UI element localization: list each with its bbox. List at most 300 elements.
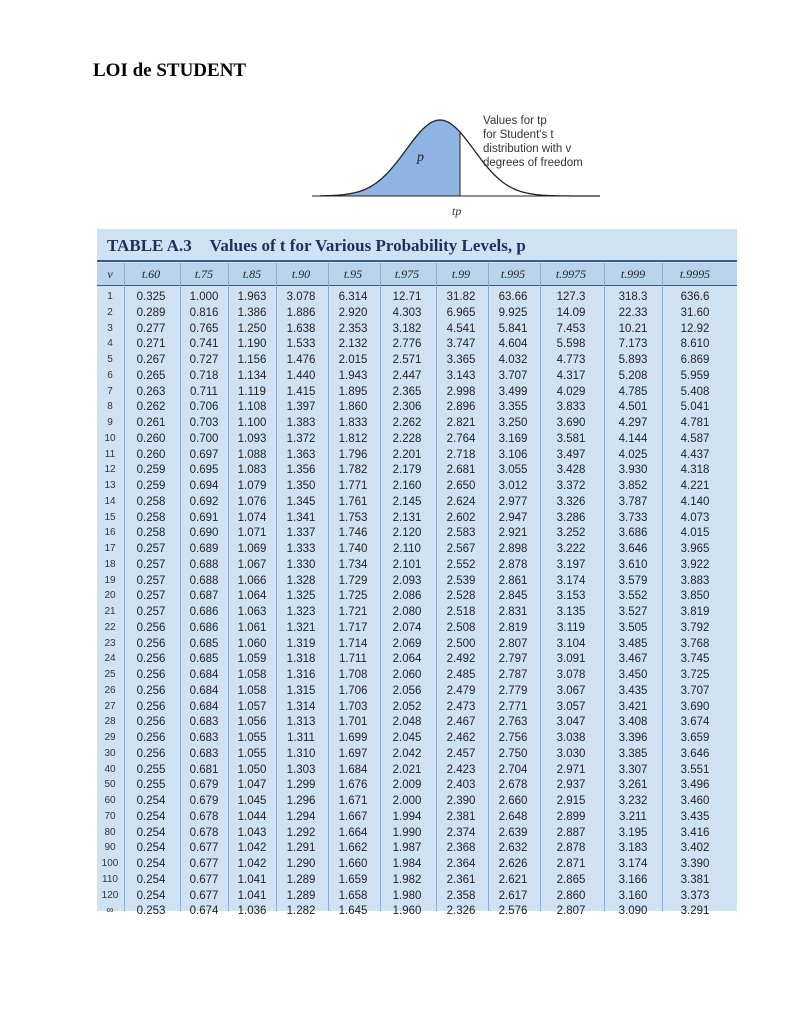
table-cell: 3.527	[618, 606, 648, 618]
table-cell: 0.683	[189, 747, 219, 760]
table-cell: 0.260	[136, 448, 166, 461]
table-cell: 1.071	[237, 527, 267, 540]
table-cell: 2.160	[392, 480, 422, 492]
degrees-of-freedom-cell: 7	[107, 385, 113, 397]
degrees-of-freedom-cell: 90	[104, 842, 116, 854]
table-cell: 1.058	[237, 669, 267, 681]
table-cell: 1.943	[338, 369, 368, 382]
table-row	[97, 401, 737, 417]
table-cell: 4.773	[556, 354, 586, 366]
table-cell: 636.6	[680, 291, 710, 303]
table-cell: 2.056	[392, 684, 422, 697]
table-cell: 3.396	[618, 732, 648, 744]
table-row	[97, 417, 737, 433]
table-row	[97, 480, 737, 496]
table-cell: 1.056	[237, 716, 267, 729]
table-row	[97, 543, 737, 559]
table-row	[97, 890, 737, 906]
table-cell: 1.345	[286, 495, 316, 508]
table-cell: 2.771	[498, 700, 528, 713]
table-cell: 1.645	[338, 905, 368, 918]
degrees-of-freedom-cell: 28	[104, 716, 116, 728]
table-cell: 3.038	[556, 732, 586, 744]
table-cell: 2.145	[392, 495, 422, 508]
table-cell: 4.604	[498, 338, 528, 351]
table-cell: 1.119	[238, 385, 266, 398]
area-label: p	[417, 150, 424, 165]
table-cell: 2.508	[446, 621, 476, 634]
table-cell: 6.965	[446, 306, 476, 319]
degrees-of-freedom-cell: 40	[104, 763, 116, 775]
table-cell: 2.042	[392, 747, 422, 760]
table-cell: 1.476	[286, 354, 316, 366]
table-cell: 2.776	[392, 338, 422, 351]
table-cell: 3.355	[498, 401, 528, 414]
table-cell: 1.079	[237, 480, 267, 492]
table-row	[97, 842, 737, 858]
column-header: t.995	[500, 267, 526, 281]
table-cell: 2.998	[446, 385, 476, 398]
shaded-area	[320, 120, 460, 196]
table-cell: 1.729	[338, 574, 368, 587]
table-cell: 0.256	[136, 669, 166, 681]
table-cell: 5.893	[618, 354, 648, 366]
table-cell: 1.330	[286, 558, 316, 571]
table-cell: 1.291	[286, 842, 316, 855]
table-cell: 2.045	[392, 732, 422, 744]
table-cell: 3.091	[556, 653, 586, 666]
table-title	[107, 233, 526, 259]
table-cell: 4.073	[680, 511, 710, 524]
table-cell: 3.725	[680, 669, 710, 681]
table-cell: 0.255	[136, 763, 166, 776]
table-cell: 1.341	[286, 511, 316, 524]
table-cell: 4.032	[498, 354, 528, 366]
table-cell: 2.009	[392, 779, 422, 792]
table-cell: 3.067	[556, 684, 586, 697]
table-cell: 0.256	[136, 732, 166, 744]
divider	[97, 285, 737, 286]
table-cell: 1.093	[237, 432, 267, 445]
degrees-of-freedom-cell: 100	[101, 858, 119, 869]
table-cell: 0.259	[136, 480, 166, 492]
table-cell: 1.701	[338, 716, 368, 729]
table-row	[97, 748, 737, 764]
table-row	[97, 370, 737, 386]
table-cell: 0.257	[136, 543, 166, 555]
table-cell: 0.254	[136, 842, 166, 855]
table-cell: 1.356	[286, 464, 316, 477]
table-cell: 1.061	[237, 621, 267, 634]
table-cell: 3.174	[556, 574, 586, 587]
table-cell: 3.496	[680, 779, 710, 792]
table-cell: 1.289	[286, 873, 316, 886]
table-row	[97, 433, 737, 449]
degrees-of-freedom-cell: 22	[104, 621, 116, 633]
table-cell: 1.074	[237, 511, 267, 524]
table-cell: 1.069	[237, 543, 267, 555]
table-cell: 1.328	[286, 574, 316, 587]
table-cell: 1.714	[338, 637, 368, 650]
table-row	[97, 811, 737, 827]
table-row	[97, 512, 737, 528]
table-cell: 3.106	[498, 448, 528, 461]
table-cell: 1.045	[237, 795, 267, 807]
table-cell: 2.678	[498, 779, 528, 792]
table-cell: 1.303	[286, 763, 316, 776]
table-cell: 0.277	[136, 322, 166, 335]
table-cell: 0.711	[190, 385, 218, 398]
table-cell: 2.473	[446, 700, 476, 713]
table-cell: 0.256	[136, 637, 166, 650]
table-cell: 1.667	[338, 810, 368, 823]
table-cell: 2.865	[556, 873, 586, 886]
table-cell: 3.372	[556, 480, 586, 492]
table-cell: 0.697	[189, 448, 219, 461]
table-cell: 1.963	[237, 291, 267, 303]
table-cell: 2.681	[446, 464, 476, 477]
degrees-of-freedom-cell: 120	[101, 889, 119, 901]
degrees-of-freedom-cell: 20	[104, 590, 116, 602]
table-cell: 2.467	[446, 716, 476, 729]
table-cell: 2.583	[446, 527, 476, 540]
degrees-of-freedom-cell: 2	[107, 306, 113, 318]
table-cell: 3.090	[618, 905, 648, 918]
table-cell: 3.883	[680, 574, 710, 587]
table-cell: 2.971	[556, 763, 586, 776]
table-cell: 0.258	[136, 511, 166, 524]
table-cell: 2.368	[446, 842, 476, 855]
table-cell: 1.041	[237, 889, 267, 902]
table-cell: 2.052	[392, 700, 422, 713]
table-cell: 2.621	[498, 873, 528, 886]
degrees-of-freedom-cell: 26	[104, 684, 116, 696]
axis-label: tp	[452, 204, 462, 218]
table-cell: 0.683	[189, 732, 219, 744]
table-cell: 0.691	[189, 511, 219, 524]
table-cell: 0.679	[189, 795, 219, 807]
degrees-of-freedom-cell: 1	[107, 291, 113, 302]
table-cell: 0.677	[189, 889, 219, 902]
degrees-of-freedom-cell: ∞	[106, 905, 114, 917]
table-cell: 1.860	[338, 401, 368, 414]
table-cell: 1.058	[237, 684, 267, 697]
table-cell: 4.437	[680, 448, 710, 461]
table-cell: 0.687	[189, 590, 219, 603]
table-cell: 3.833	[556, 401, 586, 414]
table-cell: 1.076	[237, 495, 267, 508]
degrees-of-freedom-cell: 4	[107, 338, 113, 350]
table-cell: 4.318	[680, 464, 710, 477]
table-cell: 2.878	[498, 558, 528, 571]
table-cell: 1.041	[237, 873, 267, 886]
table-cell: 1.676	[338, 779, 368, 792]
degrees-of-freedom-cell: 11	[104, 448, 116, 460]
table-cell: 2.787	[498, 669, 528, 681]
table-cell: 0.254	[136, 873, 166, 886]
table-label: TABLE A.3	[107, 236, 192, 255]
table-cell: 1.740	[338, 543, 368, 555]
table-cell: 1.725	[338, 590, 368, 603]
degrees-of-freedom-cell: 6	[107, 369, 113, 381]
table-cell: 2.500	[446, 637, 476, 650]
table-cell: 0.262	[136, 401, 166, 414]
table-cell: 0.256	[136, 716, 166, 729]
column-header: t.99	[451, 267, 471, 281]
table-cell: 3.166	[618, 873, 648, 886]
table-cell: 1.083	[237, 464, 267, 477]
table-cell: 3.690	[556, 417, 586, 429]
table-cell: 1.067	[237, 558, 267, 571]
table-row	[97, 449, 737, 465]
degrees-of-freedom-cell: 70	[104, 810, 116, 822]
degrees-of-freedom-cell: 30	[104, 747, 116, 759]
table-cell: 3.850	[680, 590, 710, 603]
table-cell: 2.462	[446, 732, 476, 744]
table-cell: 2.624	[446, 495, 476, 508]
table-cell: 318.3	[618, 291, 648, 303]
table-row	[97, 559, 737, 575]
table-cell: 1.372	[286, 432, 316, 445]
table-cell: 1.313	[286, 716, 316, 729]
table-cell: 1.796	[338, 448, 368, 461]
table-cell: 0.679	[189, 779, 219, 792]
table-cell: 6.314	[338, 291, 368, 303]
table-cell: 0.271	[136, 338, 166, 351]
table-cell: 2.228	[392, 432, 422, 445]
table-cell: 1.994	[392, 810, 422, 823]
table-row	[97, 638, 737, 654]
table-cell: 0.260	[136, 432, 166, 445]
table-row	[97, 338, 737, 354]
table-cell: 2.080	[392, 606, 422, 618]
table-cell: 2.617	[498, 889, 528, 902]
table-cell: 1.316	[286, 669, 316, 681]
degrees-of-freedom-cell: 16	[104, 527, 116, 539]
table-cell: 1.717	[338, 621, 368, 634]
table-row	[97, 827, 737, 843]
table-cell: 3.505	[618, 621, 648, 634]
table-cell: 0.692	[189, 495, 219, 508]
column-header: ν	[107, 267, 113, 281]
table-cell: 2.552	[446, 558, 476, 571]
table-cell: 4.297	[618, 417, 648, 429]
table-cell: 3.745	[680, 653, 710, 666]
table-cell: 1.350	[286, 480, 316, 492]
table-cell: 2.845	[498, 590, 528, 603]
table-cell: 0.256	[136, 653, 166, 666]
table-cell: 0.253	[136, 905, 166, 918]
table-cell: 3.659	[680, 732, 710, 744]
table-cell: 2.361	[446, 873, 476, 886]
table-cell: 3.435	[618, 684, 648, 697]
table-cell: 2.977	[498, 495, 528, 508]
table-cell: 0.257	[136, 574, 166, 587]
degrees-of-freedom-cell: 80	[104, 826, 116, 838]
table-cell: 1.290	[286, 858, 316, 870]
table-row	[97, 905, 737, 921]
table-cell: 1.000	[189, 291, 219, 303]
table-cell: 3.365	[446, 354, 476, 366]
table-cell: 3.135	[556, 606, 586, 618]
table-cell: 0.325	[136, 291, 166, 303]
caption-line: distribution with v	[483, 143, 572, 155]
degrees-of-freedom-cell: 14	[104, 495, 116, 507]
table-cell: 1.386	[237, 306, 267, 319]
table-cell: 2.528	[446, 590, 476, 603]
table-row	[97, 701, 737, 717]
table-cell: 3.195	[618, 826, 648, 839]
table-cell: 2.120	[392, 527, 422, 540]
table-cell: 3.552	[618, 590, 648, 603]
table-cell: 0.718	[189, 369, 219, 382]
table-cell: 1.055	[237, 732, 267, 744]
table-cell: 5.041	[680, 401, 710, 414]
degrees-of-freedom-cell: 8	[107, 401, 113, 413]
table-cell: 2.937	[556, 779, 586, 792]
table-cell: 1.066	[237, 574, 267, 587]
table-cell: 2.365	[392, 385, 422, 398]
table-cell: 0.689	[189, 543, 219, 555]
table-cell: 3.499	[498, 385, 528, 398]
table-cell: 3.143	[446, 369, 476, 382]
table-cell: 14.09	[556, 306, 586, 319]
table-cell: 0.255	[136, 779, 166, 792]
table-cell: 1.660	[338, 858, 368, 870]
table-cell: 2.093	[392, 574, 422, 587]
table-cell: 1.044	[237, 810, 267, 823]
table-cell: 2.021	[392, 763, 422, 776]
table-heading: Values of t for Various Probability Levels, p	[209, 236, 526, 255]
table-cell: 3.747	[446, 338, 476, 351]
table-cell: 2.947	[498, 511, 528, 524]
table-cell: 3.211	[619, 810, 647, 823]
table-cell: 1.050	[237, 763, 267, 776]
table-cell: 0.257	[136, 606, 166, 618]
table-cell: 12.92	[680, 322, 710, 335]
table-cell: 3.467	[618, 653, 648, 666]
table-cell: 0.267	[136, 354, 166, 366]
table-cell: 2.567	[446, 543, 476, 555]
table-cell: 2.920	[338, 306, 368, 319]
table-cell: 0.694	[189, 480, 219, 492]
table-cell: 1.282	[286, 905, 316, 918]
degrees-of-freedom-cell: 13	[104, 480, 116, 491]
t-distribution-figure	[300, 110, 620, 230]
degrees-of-freedom-cell: 24	[104, 653, 116, 665]
table-cell: 3.182	[392, 322, 422, 335]
table-cell: 1.296	[286, 795, 316, 807]
table-cell: 1.734	[338, 558, 368, 571]
table-cell: 1.042	[237, 842, 267, 855]
table-cell: 0.257	[136, 558, 166, 571]
table-cell: 2.750	[498, 747, 528, 760]
table-cell: 0.677	[189, 858, 219, 870]
table-cell: 2.660	[498, 795, 528, 807]
table-cell: 4.144	[618, 432, 648, 445]
table-cell: 63.66	[498, 291, 528, 303]
table-cell: 2.518	[446, 606, 476, 618]
table-cell: 2.179	[392, 464, 422, 477]
table-cell: 10.21	[618, 322, 648, 335]
table-cell: 3.030	[556, 747, 586, 760]
column-header: t.85	[242, 267, 262, 281]
table-cell: 1.323	[286, 606, 316, 618]
table-row	[97, 323, 737, 339]
degrees-of-freedom-cell: 60	[104, 795, 116, 806]
table-cell: 1.310	[286, 747, 316, 760]
table-cell: 1.982	[392, 873, 422, 886]
table-cell: 2.000	[392, 795, 422, 807]
table-cell: 0.254	[136, 810, 166, 823]
caption-line: degrees of freedom	[483, 157, 583, 169]
table-cell: 1.060	[237, 637, 267, 650]
table-cell: 2.764	[446, 432, 476, 445]
table-cell: 1.250	[237, 322, 267, 335]
column-header: t.999	[620, 267, 646, 281]
table-cell: 1.782	[338, 464, 368, 477]
table-cell: 9.925	[498, 306, 528, 319]
table-cell: 0.703	[189, 417, 219, 429]
table-cell: 3.286	[556, 511, 586, 524]
table-cell: 0.256	[136, 684, 166, 697]
table-cell: 0.727	[189, 354, 219, 366]
table-cell: 0.261	[136, 417, 166, 429]
table-cell: 1.311	[287, 732, 315, 744]
table-row	[97, 685, 737, 701]
table-cell: 3.373	[680, 889, 710, 902]
table-cell: 0.684	[189, 684, 219, 697]
table-cell: 3.160	[618, 889, 648, 902]
table-cell: 1.318	[286, 653, 316, 666]
table-cell: 1.190	[237, 338, 267, 351]
table-cell: 2.860	[556, 889, 586, 902]
table-cell: 3.183	[618, 842, 648, 855]
table-cell: 1.156	[237, 354, 267, 366]
table-cell: 1.771	[338, 480, 368, 492]
table-cell: 2.358	[446, 889, 476, 902]
table-cell: 2.086	[392, 590, 422, 603]
table-cell: 2.898	[498, 543, 528, 555]
table-cell: 5.408	[680, 385, 710, 398]
table-cell: 2.921	[498, 527, 528, 540]
table-cell: 7.453	[556, 322, 586, 335]
table-row	[97, 779, 737, 795]
table-cell: 2.831	[498, 606, 528, 618]
table-cell: 1.960	[392, 905, 422, 918]
table-cell: 0.254	[136, 889, 166, 902]
table-cell: 3.057	[556, 700, 586, 713]
table-cell: 0.765	[189, 322, 219, 335]
table-cell: 3.707	[680, 684, 710, 697]
table-cell: 2.364	[446, 858, 476, 870]
table-cell: 0.256	[136, 621, 166, 634]
table-cell: 1.697	[338, 747, 368, 760]
table-cell: 31.82	[446, 291, 476, 303]
figure-caption	[483, 114, 623, 170]
table-cell: 0.265	[136, 369, 166, 382]
table-cell: 6.869	[680, 354, 710, 366]
table-cell: 3.250	[498, 417, 528, 429]
table-cell: 4.781	[680, 417, 710, 429]
table-cell: 5.841	[498, 322, 528, 335]
table-row	[97, 732, 737, 748]
table-cell: 2.878	[556, 842, 586, 855]
table-cell: 0.681	[189, 763, 219, 776]
table-row	[97, 527, 737, 543]
table-cell: 2.101	[392, 558, 422, 571]
table-header-row	[97, 263, 737, 285]
